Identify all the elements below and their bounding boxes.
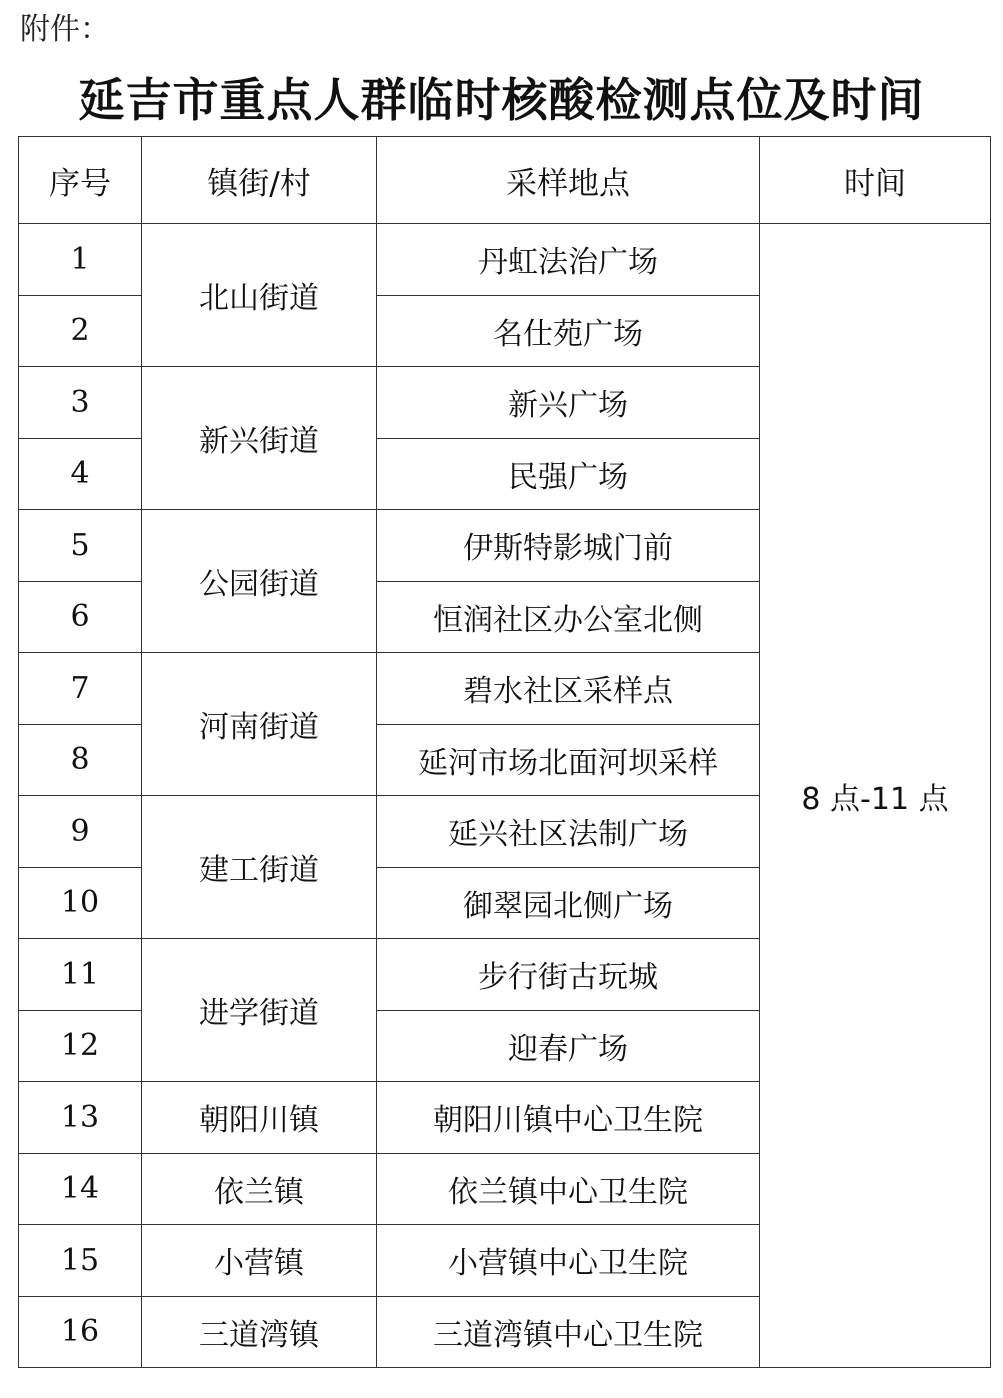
column-header-town: 镇街/村 xyxy=(142,137,377,224)
row-town: 建工街道 xyxy=(142,796,377,939)
row-number: 1 xyxy=(19,224,142,296)
time-range: 8 点-11 点 xyxy=(760,224,991,1368)
row-site: 小营镇中心卫生院 xyxy=(377,1225,760,1297)
row-site: 步行街古玩城 xyxy=(377,939,760,1011)
row-town: 三道湾镇 xyxy=(142,1296,377,1368)
column-header-site: 采样地点 xyxy=(377,137,760,224)
row-number: 16 xyxy=(19,1296,142,1368)
table-header-row xyxy=(19,137,991,224)
row-town: 朝阳川镇 xyxy=(142,1082,377,1154)
row-site: 御翠园北侧广场 xyxy=(377,867,760,939)
row-site: 依兰镇中心卫生院 xyxy=(377,1153,760,1225)
row-number: 10 xyxy=(19,867,142,939)
row-town: 进学街道 xyxy=(142,939,377,1082)
attachment-label: 附件： xyxy=(20,12,110,47)
row-number: 14 xyxy=(19,1153,142,1225)
row-number: 9 xyxy=(19,796,142,868)
row-number: 13 xyxy=(19,1082,142,1154)
table-row xyxy=(19,224,991,296)
row-site: 碧水社区采样点 xyxy=(377,653,760,725)
row-site: 三道湾镇中心卫生院 xyxy=(377,1296,760,1368)
row-number: 4 xyxy=(19,438,142,510)
row-town: 新兴街道 xyxy=(142,367,377,510)
row-site: 朝阳川镇中心卫生院 xyxy=(377,1082,760,1154)
row-number: 7 xyxy=(19,653,142,725)
row-site: 名仕苑广场 xyxy=(377,295,760,367)
row-site: 恒润社区办公室北侧 xyxy=(377,581,760,653)
column-header-number: 序号 xyxy=(19,137,142,224)
row-town: 北山街道 xyxy=(142,224,377,367)
testing-sites-table xyxy=(18,136,991,1368)
row-number: 6 xyxy=(19,581,142,653)
row-site: 迎春广场 xyxy=(377,1010,760,1082)
row-number: 12 xyxy=(19,1010,142,1082)
row-town: 依兰镇 xyxy=(142,1153,377,1225)
row-number: 5 xyxy=(19,510,142,582)
row-town: 公园街道 xyxy=(142,510,377,653)
row-site: 新兴广场 xyxy=(377,367,760,439)
row-number: 2 xyxy=(19,295,142,367)
row-number: 8 xyxy=(19,724,142,796)
row-number: 15 xyxy=(19,1225,142,1297)
row-number: 11 xyxy=(19,939,142,1011)
row-site: 延河市场北面河坝采样 xyxy=(377,724,760,796)
row-town: 小营镇 xyxy=(142,1225,377,1297)
row-site: 民强广场 xyxy=(377,438,760,510)
row-town: 河南街道 xyxy=(142,653,377,796)
row-site: 延兴社区法制广场 xyxy=(377,796,760,868)
document-title: 延吉市重点人群临时核酸检测点位及时间 xyxy=(78,73,925,127)
row-number: 3 xyxy=(19,367,142,439)
row-site: 伊斯特影城门前 xyxy=(377,510,760,582)
row-site: 丹虹法治广场 xyxy=(377,224,760,296)
column-header-time: 时间 xyxy=(760,137,991,224)
